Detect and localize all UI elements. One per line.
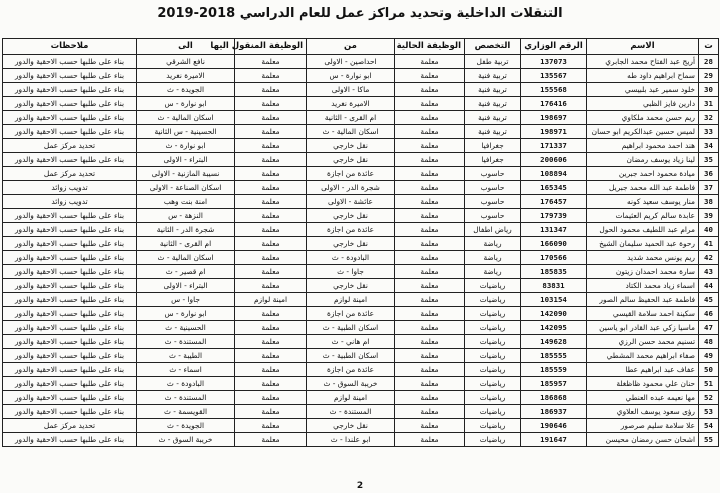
table-cell: بناء على طلبها حسب الاحقية والدور (3, 321, 137, 335)
table-cell: نقل خارجي (307, 237, 395, 251)
table-cell: امينة لوازم (307, 391, 395, 405)
table-row (3, 251, 719, 265)
table-row (3, 405, 719, 419)
table-cell: احداصين - الاولى (307, 55, 395, 69)
table-row (3, 321, 719, 335)
table-cell: المستندة - ث (137, 391, 235, 405)
table-cell: تحديد مركز عمل (3, 139, 137, 153)
table-cell: معلمة (235, 181, 307, 195)
table-cell: الاميرة نغريد (137, 69, 235, 83)
table-cell: معلمة (235, 265, 307, 279)
table-cell: 142090 (521, 307, 587, 321)
table-cell: معلمة (235, 433, 307, 447)
table-cell: سكينة احمد سلامة القيسي (587, 307, 699, 321)
table-cell: 52 (699, 391, 719, 405)
table-cell: نسيبة المازنية - الاولى (137, 167, 235, 181)
table-cell: 44 (699, 279, 719, 293)
table-cell: تربية فنية (465, 69, 521, 83)
page-number: 2 (356, 481, 364, 491)
table-cell: ام هاني - ث (307, 335, 395, 349)
table-cell: الجويدة - ث (137, 83, 235, 97)
table-cell: رياضيات (465, 321, 521, 335)
table-cell: رياضيات (465, 307, 521, 321)
table-cell: رياضيات (465, 349, 521, 363)
table-cell: 131347 (521, 223, 587, 237)
table-cell: تدويب زوائد (3, 181, 137, 195)
table-cell: 46 (699, 307, 719, 321)
table-cell: رياضيات (465, 335, 521, 349)
table-cell: اسماء زياد محمد الكتاد (587, 279, 699, 293)
table-row (3, 153, 719, 167)
table-cell: رياضيات (465, 391, 521, 405)
table-cell: 42 (699, 251, 719, 265)
table-cell: معلمة (395, 209, 465, 223)
table-cell: الطيبة - ث (137, 349, 235, 363)
table-cell: امنة بنت وهب (137, 195, 235, 209)
table-row (3, 377, 719, 391)
table-cell: معلمة (235, 405, 307, 419)
table-cell: بناء على طلبها حسب الاحقية والدور (3, 223, 137, 237)
table-cell: جغرافيا (465, 153, 521, 167)
table-cell: 170566 (521, 251, 587, 265)
table-cell: معلمة (235, 335, 307, 349)
table-cell: بناء على طلبها حسب الاحقية والدور (3, 55, 137, 69)
column-header: الى (137, 39, 235, 55)
transfers-table (2, 38, 719, 447)
table-cell: 190646 (521, 419, 587, 433)
table-cell: علا سلامة سليم صرصور (587, 419, 699, 433)
table-cell: نقل خارجي (307, 139, 395, 153)
table-cell: المستندة - ث (137, 335, 235, 349)
table-cell: 176457 (521, 195, 587, 209)
table-cell: معلمة (235, 223, 307, 237)
table-cell: رحوة عبد الحميد سليمان الشيخ (587, 237, 699, 251)
table-cell: 200606 (521, 153, 587, 167)
table-cell: معلمة (235, 419, 307, 433)
table-cell: صفاء ابراهيم محمد المشطي (587, 349, 699, 363)
table-cell: بناء على طلبها حسب الاحقية والدور (3, 153, 137, 167)
table-cell: معلمة (235, 349, 307, 363)
table-cell: 53 (699, 405, 719, 419)
table-cell: معلمة (235, 83, 307, 97)
table-cell: 51 (699, 377, 719, 391)
table-cell: حاسوب (465, 167, 521, 181)
table-cell: رياضيات (465, 405, 521, 419)
table-cell: اسكان الصناعة - الاولى (137, 181, 235, 195)
table-cell: 186868 (521, 391, 587, 405)
table-cell: رياضة (465, 237, 521, 251)
table-cell: بناء على طلبها حسب الاحقية والدور (3, 349, 137, 363)
table-cell: مها نعيمه عبده العنطي (587, 391, 699, 405)
table-cell: معلمة (395, 335, 465, 349)
table-cell: بناء على طلبها حسب الاحقية والدور (3, 83, 137, 97)
table-cell: 48 (699, 335, 719, 349)
table-cell: نقل خارجي (307, 209, 395, 223)
table-cell: 30 (699, 83, 719, 97)
table-body (3, 55, 719, 447)
table-row (3, 125, 719, 139)
table-cell: معلمة (395, 69, 465, 83)
table-cell: معلمة (235, 167, 307, 181)
table-cell: رياضيات (465, 293, 521, 307)
table-cell: اسكان المالية - ث (137, 251, 235, 265)
table-cell: معلمة (235, 391, 307, 405)
table-cell: عائدة من اجازة (307, 223, 395, 237)
table-cell: تحديد مركز عمل (3, 167, 137, 181)
table-cell: معلمة (395, 307, 465, 321)
table-cell: بناء على طلبها حسب الاحقية والدور (3, 391, 137, 405)
table-cell: معلمة (395, 111, 465, 125)
table-cell: البادودة - ث (137, 377, 235, 391)
table-cell: رياضيات (465, 433, 521, 447)
table-row (3, 279, 719, 293)
table-cell: معلمة (395, 83, 465, 97)
table-cell: معلمة (235, 321, 307, 335)
table-cell: حاسوب (465, 195, 521, 209)
table-cell: ريم حسن محمد ملكاوي (587, 111, 699, 125)
table-cell: 36 (699, 167, 719, 181)
table-cell: معلمة (235, 237, 307, 251)
column-header: الاسم (587, 39, 699, 55)
table-row (3, 69, 719, 83)
table-row (3, 307, 719, 321)
table-cell: معلمة (395, 265, 465, 279)
table-cell: سارة محمد احمدان زيتون (587, 265, 699, 279)
table-cell: رؤى سعود يوسف العلاوي (587, 405, 699, 419)
table-cell: معلمة (395, 55, 465, 69)
table-cell: منار يوسف سعيد كونه (587, 195, 699, 209)
table-cell: المستندة - ث (307, 405, 395, 419)
table-cell: ميادة محمود احمد جبرين (587, 167, 699, 181)
table-cell: ريم يونس محمد شديد (587, 251, 699, 265)
table-cell: معلمة (395, 125, 465, 139)
table-cell: هند احمد محمود ابراهيم (587, 139, 699, 153)
table-cell: اسكان المالية - ث (137, 111, 235, 125)
table-cell: الجويدة - ث (137, 419, 235, 433)
table-row (3, 349, 719, 363)
table-cell: 179739 (521, 209, 587, 223)
table-cell: ابو علندا - ث (307, 433, 395, 447)
table-cell: الاميرة نغريد (307, 97, 395, 111)
table-cell: عائشة - الاولى (307, 195, 395, 209)
table-cell: عائدة من اجازة (307, 307, 395, 321)
table-cell: رياضيات (465, 279, 521, 293)
table-cell: رياضيات (465, 419, 521, 433)
table-cell: اسكان الطبية - ث (307, 321, 395, 335)
table-row (3, 265, 719, 279)
table-cell: معلمة (235, 111, 307, 125)
table-cell: بناء على طلبها حسب الاحقية والدور (3, 433, 137, 447)
table-cell: معلمة (395, 405, 465, 419)
table-cell: ابو نوارة - س (137, 307, 235, 321)
table-cell: مرام عبد اللطيف محمود الحول (587, 223, 699, 237)
table-cell: النزهة - س (137, 209, 235, 223)
table-cell: تربية فنية (465, 125, 521, 139)
table-cell: لينا زياد يوسف رمضان (587, 153, 699, 167)
table-cell: بناء على طلبها حسب الاحقية والدور (3, 405, 137, 419)
table-cell: 198697 (521, 111, 587, 125)
table-cell: معلمة (395, 321, 465, 335)
table-cell: ماسيا زكي عبد القادر ابو ياسين (587, 321, 699, 335)
column-header: الرقم الوزاري (521, 39, 587, 55)
table-cell: فاطمة عبد الحفيظ سالم الصور (587, 293, 699, 307)
table-cell: 39 (699, 209, 719, 223)
table-cell: ابو نوارة - ث (137, 139, 235, 153)
column-header: التخصص (465, 39, 521, 55)
table-cell: ام القرى - الثانية (307, 111, 395, 125)
table-cell: أريج عبد الفتاح محمد الجابري (587, 55, 699, 69)
table-cell: 137073 (521, 55, 587, 69)
table-cell: بناء على طلبها حسب الاحقية والدور (3, 97, 137, 111)
table-cell: معلمة (235, 125, 307, 139)
table-cell: معلمة (395, 195, 465, 209)
table-cell: تربية فنية (465, 111, 521, 125)
table-cell: معلمة (235, 97, 307, 111)
table-cell: تدويب زوائد (3, 195, 137, 209)
table-cell: 165345 (521, 181, 587, 195)
table-cell: ام القرى - الثانية (137, 237, 235, 251)
table-cell: 29 (699, 69, 719, 83)
table-cell: 185957 (521, 377, 587, 391)
table-cell: بناء على طلبها حسب الاحقية والدور (3, 111, 137, 125)
table-cell: رياض اطفال (465, 223, 521, 237)
table-cell: امينة لوازم (307, 293, 395, 307)
table-row (3, 237, 719, 251)
table-cell: 38 (699, 195, 719, 209)
table-row (3, 363, 719, 377)
table-cell: عابدة سالم كريم العثيمات (587, 209, 699, 223)
table-cell: 185555 (521, 349, 587, 363)
table-cell: لميس حسين عبدالكريم ابو حسان (587, 125, 699, 139)
table-cell: معلمة (395, 237, 465, 251)
table-cell: بناء على طلبها حسب الاحقية والدور (3, 377, 137, 391)
table-cell: نافع الشرقي (137, 55, 235, 69)
table-cell: نقل خارجي (307, 279, 395, 293)
table-cell: 185835 (521, 265, 587, 279)
table-cell: تسنيم محمد حسن الرزي (587, 335, 699, 349)
table-cell: تحديد مركز عمل (3, 419, 137, 433)
column-header: ملاحظات (3, 39, 137, 55)
table-cell: 103154 (521, 293, 587, 307)
table-cell: رياضيات (465, 363, 521, 377)
table-cell: دارين فايز الظبي (587, 97, 699, 111)
table-row (3, 55, 719, 69)
table-cell: معلمة (395, 97, 465, 111)
table-cell: بناء على طلبها حسب الاحقية والدور (3, 279, 137, 293)
table-cell: 34 (699, 139, 719, 153)
table-cell: خلود سمير عبد بلبيسي (587, 83, 699, 97)
table-row (3, 111, 719, 125)
table-cell: 37 (699, 181, 719, 195)
table-cell: معلمة (235, 363, 307, 377)
table-cell: 83831 (521, 279, 587, 293)
table-cell: 186937 (521, 405, 587, 419)
table-cell: 45 (699, 293, 719, 307)
table-cell: معلمة (395, 167, 465, 181)
table-cell: فاطمة عبد الله محمد جبريل (587, 181, 699, 195)
table-cell: الحسينية - ث (137, 321, 235, 335)
table-row (3, 419, 719, 433)
header-row (3, 39, 719, 55)
table-row (3, 83, 719, 97)
table-cell: معلمة (395, 181, 465, 195)
table-cell: 176416 (521, 97, 587, 111)
table-cell: معلمة (395, 391, 465, 405)
table-row (3, 181, 719, 195)
table-cell: 54 (699, 419, 719, 433)
table-cell: بناء على طلبها حسب الاحقية والدور (3, 69, 137, 83)
table-row (3, 195, 719, 209)
table-cell: اسماء - ث (137, 363, 235, 377)
table-cell: معلمة (395, 349, 465, 363)
table-cell: 155568 (521, 83, 587, 97)
table-cell: 31 (699, 97, 719, 111)
table-cell: تربية طفل (465, 55, 521, 69)
table-cell: معلمة (395, 139, 465, 153)
table-cell: 185559 (521, 363, 587, 377)
table-cell: معلمة (395, 153, 465, 167)
table-cell: تربية فنية (465, 83, 521, 97)
table-cell: 33 (699, 125, 719, 139)
table-row (3, 391, 719, 405)
table-cell: شجرة الدر - الاولى (307, 181, 395, 195)
table-header (3, 39, 719, 55)
table-cell: اسكان الطبية - ث (307, 349, 395, 363)
table-cell: 171337 (521, 139, 587, 153)
table-cell: معلمة (395, 223, 465, 237)
table-cell: نقل خارجي (307, 153, 395, 167)
table-cell: شجرة الدر - الثانية (137, 223, 235, 237)
table-cell: 28 (699, 55, 719, 69)
table-cell: عفاف عبد ابراهيم عطا (587, 363, 699, 377)
table-cell: سماح ابراهيم داود طه (587, 69, 699, 83)
table-cell: 43 (699, 265, 719, 279)
table-cell: 35 (699, 153, 719, 167)
table-cell: الحسينية - س الثانية (137, 125, 235, 139)
table-row (3, 209, 719, 223)
table-cell: 41 (699, 237, 719, 251)
table-cell: حاسوب (465, 209, 521, 223)
table-cell: معلمة (235, 55, 307, 69)
table-cell: جغرافيا (465, 139, 521, 153)
table-cell: بناء على طلبها حسب الاحقية والدور (3, 125, 137, 139)
table-cell: معلمة (395, 363, 465, 377)
table-cell: معلمة (235, 139, 307, 153)
table-cell: اشحان حسن رمضان محيسن (587, 433, 699, 447)
table-cell: معلمة (235, 279, 307, 293)
table-cell: رياضة (465, 265, 521, 279)
table-cell: 108894 (521, 167, 587, 181)
table-cell: عائدة من اجازة (307, 167, 395, 181)
table-cell: حنان علي محمود ظاظغلة (587, 377, 699, 391)
table-row (3, 223, 719, 237)
column-header: الوظيفة الحالية (395, 39, 465, 55)
table-cell: 40 (699, 223, 719, 237)
table-cell: بناء على طلبها حسب الاحقية والدور (3, 209, 137, 223)
table-cell: ابو نوارة - س (137, 97, 235, 111)
table-cell: رياضيات (465, 377, 521, 391)
table-cell: ابو نوارة - س (307, 69, 395, 83)
table-cell: معلمة (395, 279, 465, 293)
table-cell: خريبة السوق - ث (137, 433, 235, 447)
table-row (3, 293, 719, 307)
table-cell: البادودة - ث (307, 251, 395, 265)
table-cell: معلمة (395, 433, 465, 447)
table-cell: خريبة السوق - ث (307, 377, 395, 391)
table-cell: جاوا - ث (307, 265, 395, 279)
table-cell: بناء على طلبها حسب الاحقية والدور (3, 335, 137, 349)
table-cell: ماكا - الاولى (307, 83, 395, 97)
table-cell: 47 (699, 321, 719, 335)
column-header: الوظيفة المنقول اليها (235, 39, 307, 55)
table-row (3, 433, 719, 447)
table-cell: 55 (699, 433, 719, 447)
table-cell: القويسمة - ث (137, 405, 235, 419)
table-cell: نقل خارجي (307, 419, 395, 433)
table-cell: 135567 (521, 69, 587, 83)
table-cell: ام قصير - ث (137, 265, 235, 279)
table-cell: معلمة (235, 209, 307, 223)
table-cell: بناء على طلبها حسب الاحقية والدور (3, 363, 137, 377)
table-cell: 191647 (521, 433, 587, 447)
table-cell: بناء على طلبها حسب الاحقية والدور (3, 307, 137, 321)
table-cell: 32 (699, 111, 719, 125)
table-cell: 166090 (521, 237, 587, 251)
table-cell: معلمة (235, 69, 307, 83)
table-cell: حاسوب (465, 181, 521, 195)
table-cell: بناء على طلبها حسب الاحقية والدور (3, 293, 137, 307)
table-cell: معلمة (235, 377, 307, 391)
table-row (3, 335, 719, 349)
table-cell: 142095 (521, 321, 587, 335)
table-cell: بناء على طلبها حسب الاحقية والدور (3, 265, 137, 279)
table-cell: 149628 (521, 335, 587, 349)
column-header: من (307, 39, 395, 55)
table-cell: جاوا - س (137, 293, 235, 307)
table-cell: معلمة (395, 251, 465, 265)
table-cell: معلمة (235, 195, 307, 209)
table-cell: امينة لوازم (235, 293, 307, 307)
document-title: التنقلات الداخلية وتحديد مراكز عمل للعام الدراسي 2018-2019 (157, 6, 563, 21)
table-row (3, 139, 719, 153)
table-cell: البتراء - الاولى (137, 153, 235, 167)
column-header: ت (699, 39, 719, 55)
table-row (3, 97, 719, 111)
table-cell: 49 (699, 349, 719, 363)
table-cell: معلمة (235, 307, 307, 321)
table-cell: 50 (699, 363, 719, 377)
table-cell: عائدة من اجازة (307, 363, 395, 377)
table-cell: معلمة (395, 419, 465, 433)
table-cell: معلمة (395, 293, 465, 307)
table-cell: بناء على طلبها حسب الاحقية والدور (3, 251, 137, 265)
table-row (3, 167, 719, 181)
table-cell: تربية فنية (465, 97, 521, 111)
table-cell: رياضة (465, 251, 521, 265)
table-cell: معلمة (235, 251, 307, 265)
table-cell: معلمة (235, 153, 307, 167)
table-cell: بناء على طلبها حسب الاحقية والدور (3, 237, 137, 251)
table-cell: اسكان المالية - ث (307, 125, 395, 139)
table-cell: معلمة (395, 377, 465, 391)
table-cell: 198971 (521, 125, 587, 139)
table-cell: البتراء - الاولى (137, 279, 235, 293)
